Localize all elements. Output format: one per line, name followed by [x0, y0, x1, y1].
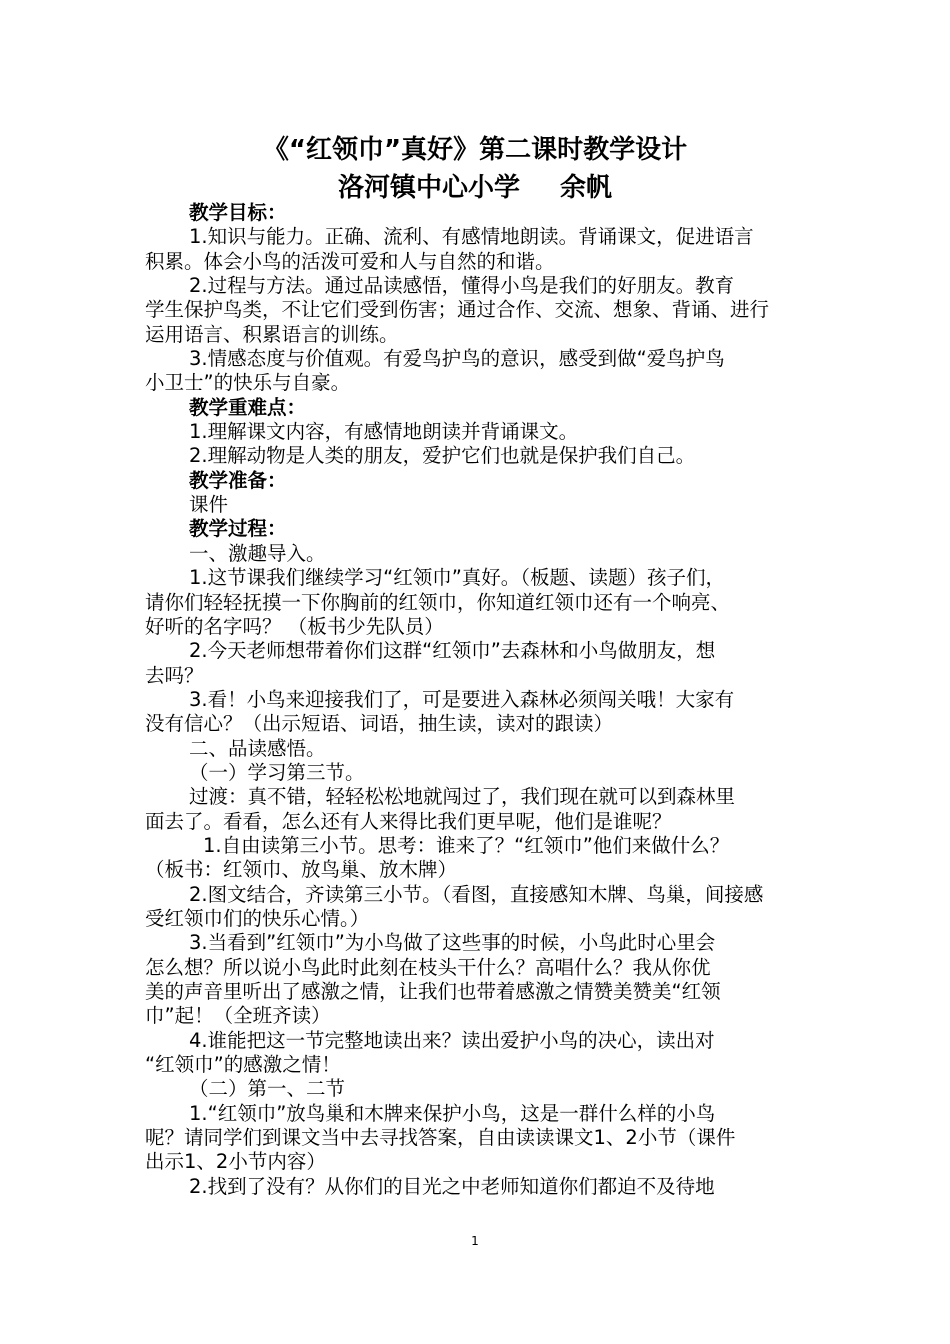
body-line: （板书：红领巾、放鸟巢、放木牌）: [145, 858, 458, 882]
document-body: [145, 201, 805, 1199]
body-line: 1.自由读第三小节。思考：谁来了？“红领巾”他们来做什么？: [203, 833, 730, 857]
body-line: （一）学习第三节。: [189, 760, 365, 784]
section-heading: 教学过程：: [189, 517, 287, 541]
body-line: 二、品读感悟。: [189, 736, 326, 760]
body-line: 3.看！小鸟来迎接我们了，可是要进入森林必须闯关哦！大家有: [189, 687, 735, 711]
body-line: 怎么想？所以说小鸟此时此刻在枝头干什么？高唱什么？我从你优: [145, 955, 711, 979]
body-line: 2.图文结合，齐读第三小节。（看图，直接感知木牌、鸟巢，间接感: [189, 882, 764, 906]
body-line: 2.找到了没有？从你们的目光之中老师知道你们都迫不及待地: [189, 1174, 715, 1198]
body-line: 好听的名字吗？ （板书少先队员）: [145, 614, 444, 638]
body-line: 运用语言、积累语言的训练。: [145, 322, 399, 346]
body-line: 去吗？: [145, 663, 204, 687]
body-line: 受红领巾们的快乐心情。）: [145, 906, 370, 930]
body-line: 1.这节课我们继续学习“红领巾”真好。（板题、读题）孩子们，: [189, 566, 726, 590]
body-line: 2.过程与方法。通过品读感悟，懂得小鸟是我们的好朋友。教育: [189, 274, 735, 298]
body-line: 1.知识与能力。正确、流利、有感情地朗读。背诵课文，促进语言: [189, 225, 754, 249]
section-heading: 教学目标：: [189, 201, 287, 224]
body-line: 请你们轻轻抚摸一下你胸前的红领巾，你知道红领巾还有一个响亮、: [145, 590, 731, 614]
body-line: “红领巾”的感激之情！: [145, 1053, 341, 1077]
document-author-line: [0, 172, 950, 204]
body-line: 课件: [189, 493, 229, 517]
author-name: 余帆: [560, 173, 613, 203]
body-line: 过渡：真不错，轻轻松松地就闯过了，我们现在就可以到森林里: [189, 785, 736, 809]
body-line: 出示1、2小节内容）: [145, 1150, 326, 1174]
body-line: 一、激趣导入。: [189, 541, 326, 565]
body-line: 巾”起！（全班齐读）: [145, 1004, 331, 1028]
body-line: 4.谁能把这一节完整地读出来？读出爱护小鸟的决心，读出对: [189, 1028, 715, 1052]
section-heading: 教学准备：: [189, 468, 287, 492]
body-line: 1.“红领巾”放鸟巢和木牌来保护小鸟，这是一群什么样的小鸟: [189, 1101, 716, 1125]
body-line: 小卫士”的快乐与自豪。: [145, 371, 351, 395]
body-line: 3.当看到”红领巾”为小鸟做了这些事的时候，小鸟此时心里会: [189, 931, 716, 955]
page-number: 1: [471, 1234, 479, 1248]
body-line: 1.理解课文内容，有感情地朗读并背诵课文。: [189, 420, 579, 444]
body-line: 面去了。看看，怎么还有人来得比我们更早呢，他们是谁呢？: [145, 809, 672, 833]
body-line: 没有信心？（出示短语、词语，抽生读，读对的跟读）: [145, 712, 614, 736]
document-title: 《“红领巾”真好》第二课时教学设计: [262, 135, 688, 165]
body-line: 呢？请同学们到课文当中去寻找答案，自由读读课文1、2小节（课件: [145, 1126, 736, 1150]
author-school: 洛河镇中心小学: [337, 173, 520, 203]
body-line: 积累。体会小鸟的活泼可爱和人与自然的和谐。: [145, 249, 555, 273]
section-heading: 教学重难点：: [189, 395, 307, 419]
body-line: 2.理解动物是人类的朋友，爱护它们也就是保护我们自己。: [189, 444, 696, 468]
body-line: 学生保护鸟类，不让它们受到伤害；通过合作、交流、想象、背诵、进行: [145, 298, 770, 322]
body-line: 2.今天老师想带着你们这群“红领巾”去森林和小鸟做朋友，想: [189, 639, 716, 663]
body-line: （二）第一、二节: [189, 1077, 346, 1101]
body-line: 3.情感态度与价值观。有爱鸟护鸟的意识，感受到做“爱鸟护鸟: [189, 347, 725, 371]
body-line: 美的声音里听出了感激之情，让我们也带着感激之情赞美赞美“红领: [145, 980, 721, 1003]
